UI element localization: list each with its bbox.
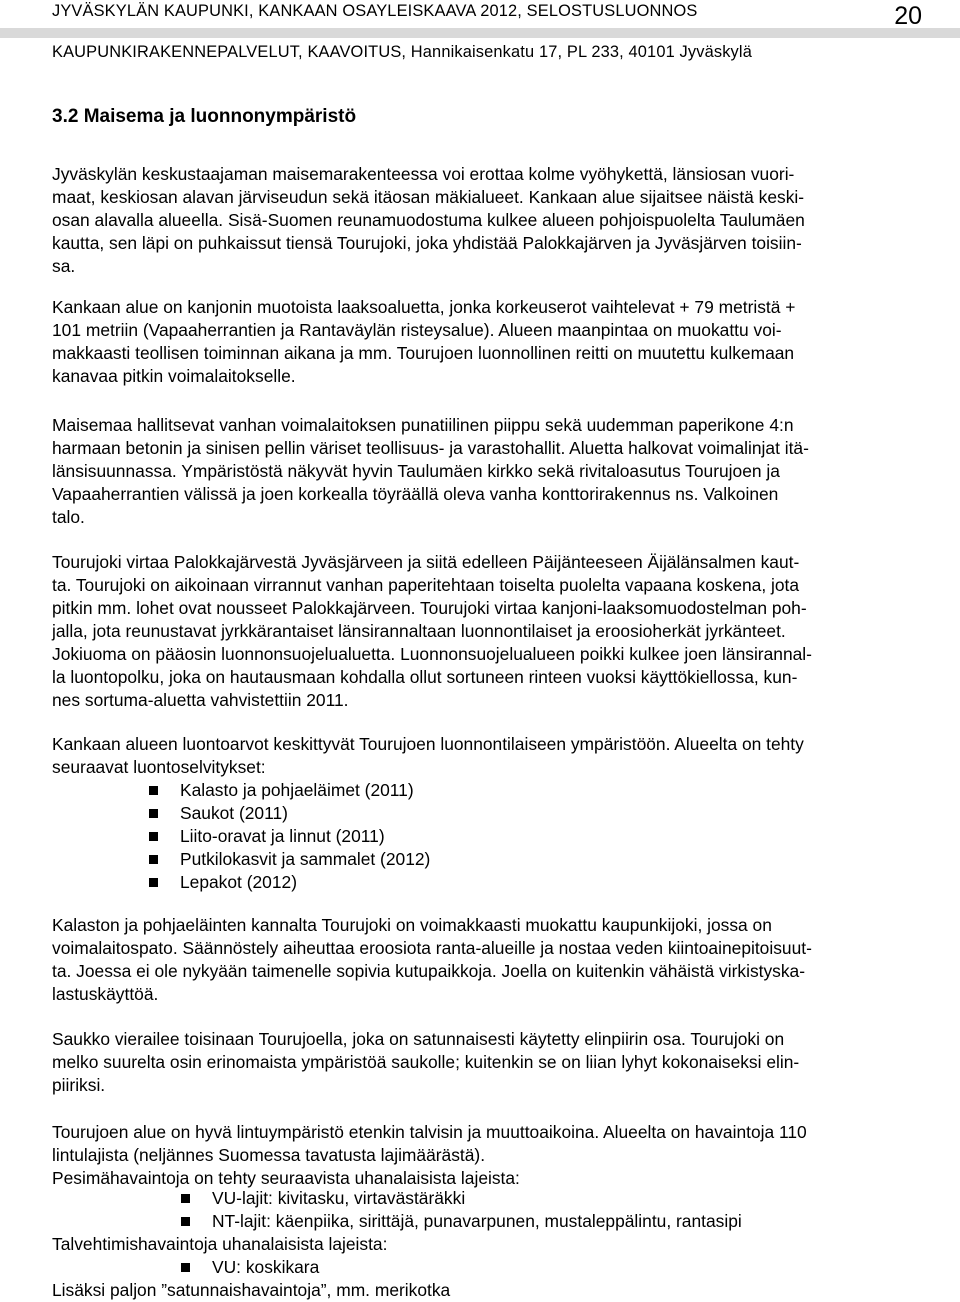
wintering-species-list: [212, 1256, 912, 1279]
paragraph-text: Kankaan alue on kanjonin muotoista laaksoaluetta, jonka korkeuserot vaihtelevat + 79 metristä + 101 metriin (Vapaaherrantien ja Rantaväylän risteysalue). Alueen maanpintaa on muokattu voi- makkaasti teollisen toiminnan aikana ja mm. Tourujoen luonnollinen reitti on muutettu kulkemaan kanavaa pitkin voimalaitokselle.: [52, 297, 796, 386]
page-number: 20: [894, 2, 922, 30]
header-department: KAUPUNKIRAKENNEPALVELUT, KAAVOITUS, Hannikaisenkatu 17, PL 233, 40101 Jyväskylä: [52, 43, 752, 61]
paragraph-landscape-structure: [52, 163, 918, 278]
paragraph-text: Lisäksi paljon ”satunnaishavaintoja”, mm. merikotka: [52, 1280, 451, 1300]
header-title: JYVÄSKYLÄN KAUPUNKI, KANKAAN OSAYLEISKAAVA 2012, SELOSTUSLUONNOS: [52, 2, 698, 20]
paragraph-text: Tourujoen alue on hyvä lintuympäristö etenkin talvisin ja muuttoaikoina. Alueelta on havaintoja 110 lintulajista (neljännes Suomessa tavatusta lajimäärästä).: [52, 1122, 807, 1165]
list-item: NT-lajit: käenpiika, sirittäjä, punavarpunen, mustaleppälintu, rantasipi: [212, 1210, 912, 1233]
list-item: Putkilokasvit ja sammalet (2012): [180, 848, 780, 871]
list-item: VU-lajit: kivitasku, virtavästäräkki: [212, 1187, 912, 1210]
bullet-square-icon: [149, 786, 158, 795]
bullet-square-icon: [181, 1217, 190, 1226]
paragraph-text: Saukko vierailee toisinaan Tourujoella, joka on satunnaisesti käytetty elinpiirin osa. Tourujoki on melko suurelta osin erinomaista ympäristöä saukolle; kuitenkin se on liian lyhyt kokonaiseksi elin- piiriksi.: [52, 1029, 800, 1095]
paragraph-tourujoki: [52, 551, 918, 712]
page-header: [52, 2, 946, 36]
list-item: Kalasto ja pohjaeläimet (2011): [180, 779, 780, 802]
list-item: Liito-oravat ja linnut (2011): [180, 825, 780, 848]
bullet-square-icon: [149, 809, 158, 818]
paragraph-text: Kalaston ja pohjaeläinten kannalta Tourujoki on voimakkaasti muokattu kaupunkijoki, jossa on voimalaitospato. Säännöstely aiheuttaa eroosiota ranta-alueille ja nostaa veden kiintoainepitoisuut- ta. Joessa ei ole nykyään taimenelle sopivia kutupaikkoja. Joella on kuitenkin vähäistä virkistyska- lastuskäyttöä.: [52, 915, 812, 1004]
bullet-square-icon: [149, 855, 158, 864]
paragraph-text: Jyväskylän keskustaajaman maisemarakenteessa voi erottaa kolme vyöhykettä, länsiosan vuori- maat, keskiosan alavan järviseudun sekä itäosan mäkialueet. Kankaan alue sijaitsee näistä keski- osan alavalla alueella. Sisä-Suomen reunamuodostuma kulkee alueen pohjoispuolelta Taulumäen kautta, sen läpi on puhkaissut tiensä Tourujoki, joka yhdistää Palokkajärven ja Jyväsjärven toisiin- sa.: [52, 164, 805, 276]
paragraph-text: Maisemaa hallitsevat vanhan voimalaitoksen punatiilinen piippu sekä uudemman paperikone 4:n harmaan betonin ja sinisen pellin väriset teollisuus- ja varastohallit. Aluetta halkovat voimalinjat itä- länsisuunnassa. Ympäristöstä näkyvät hyvin Taulumäen kirkko sekä rivitaloasutus Tourujoen ja Vapaaherrantien välissä ja joen korkealla töyräällä oleva vanha konttorirakennus ns. Valkoinen talo.: [52, 415, 809, 527]
bullet-square-icon: [181, 1263, 190, 1272]
paragraph-otter: [52, 1028, 918, 1097]
paragraph-text: Tourujoki virtaa Palokkajärvestä Jyväsjärveen ja siitä edelleen Päijänteeseen Äijälänsalmen kaut- ta. Tourujoki on aikoinaan virrannut vanhan paperitehtaan toiselta puolelta vapaana koskena, jota pitkin mm. lohet ovat nousseet Palokkajärveen. Tourujoki virtaa kanjoni-laaksomuodostelman poh- jalla, jota reunustavat jyrkkärantaiset länsirannaltaan luonnontilaiset ja eroosioherkät jyrkänteet. Jokiuoma on pääosin luonnonsuojelualuetta. Luonnonsuojelualueen poikki kulkee joen länsirannal- la luontopolku, joka on hautausmaan kohdalla ollut sortuneen rinteen vuoksi käyttökiellossa, kun- nes sortuma-aluetta vahvistettiin 2011.: [52, 552, 812, 710]
section-heading: 3.2 Maisema ja luonnonympäristö: [52, 106, 357, 127]
list-item: VU: koskikara: [212, 1256, 912, 1279]
bullet-square-icon: [149, 878, 158, 887]
paragraph-landscape-features: [52, 414, 918, 529]
paragraph-text: Pesimähavaintoja on tehty seuraavista uhanalaisista lajeista:: [52, 1168, 520, 1188]
bullet-square-icon: [149, 832, 158, 841]
list-item: Saukot (2011): [180, 802, 780, 825]
paragraph-canyon: [52, 296, 918, 388]
paragraph-text: Talvehtimishavaintoja uhanalaisista lajeista:: [52, 1234, 388, 1254]
list-item: Lepakot (2012): [180, 871, 780, 894]
bullet-square-icon: [181, 1194, 190, 1203]
paragraph-additional: [52, 1279, 918, 1302]
paragraph-birds: [52, 1121, 918, 1190]
survey-list: [180, 779, 780, 894]
paragraph-wintering: [52, 1233, 918, 1256]
paragraph-text: Kankaan alueen luontoarvot keskittyvät Tourujoen luonnontilaiseen ympäristöön. Alueelta on tehty seuraavat luontoselvitykset:: [52, 734, 804, 777]
breeding-species-list: [212, 1187, 912, 1233]
paragraph-nature-values: [52, 733, 918, 779]
paragraph-fish: [52, 914, 918, 1006]
